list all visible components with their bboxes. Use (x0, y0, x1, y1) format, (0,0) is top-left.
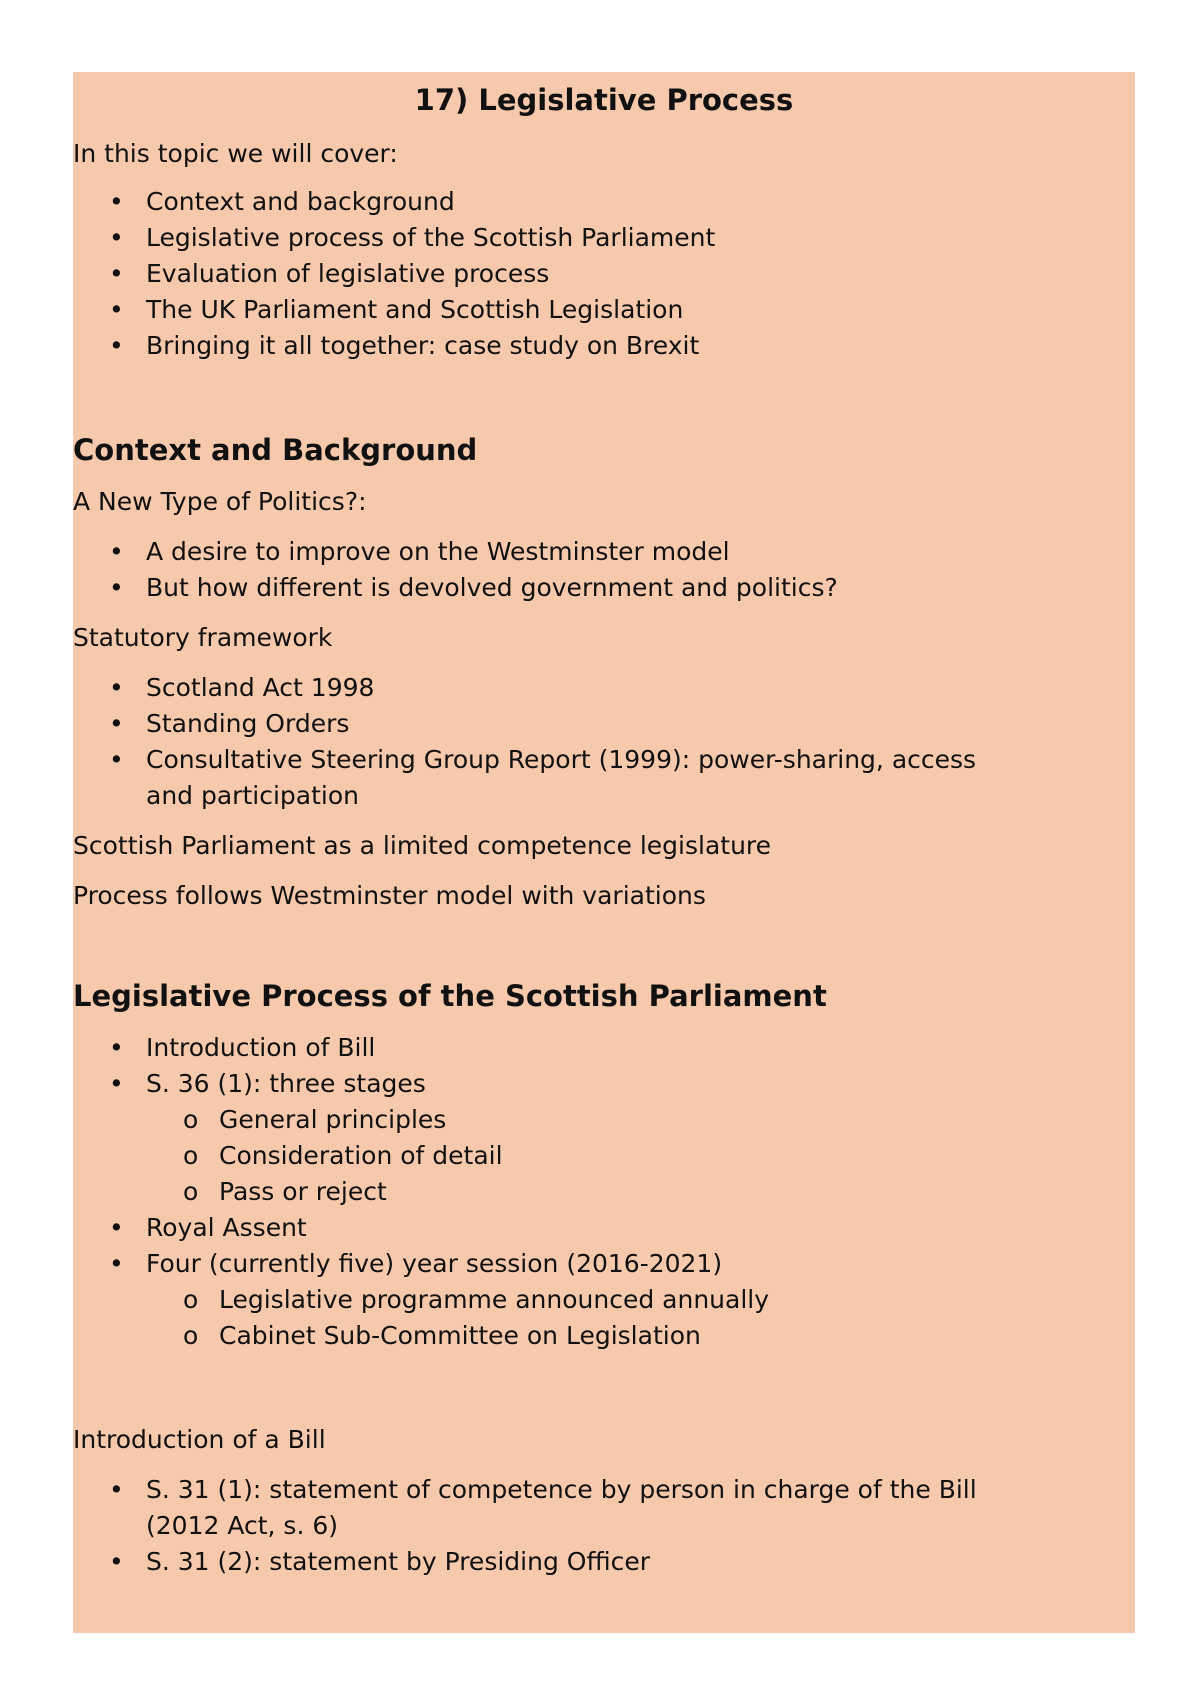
list-item: • A desire to improve on the Westminster model (73, 534, 1073, 570)
statutory-list (73, 670, 1073, 814)
new-politics-list (73, 534, 1073, 606)
section-heading-process: Legislative Process of the Scottish Parliament (73, 979, 827, 1013)
list-item (73, 1246, 1073, 1354)
sublist-item: o General principles (146, 1102, 1073, 1138)
sublist-item: o Pass or reject (146, 1174, 1073, 1210)
list-item: • The UK Parliament and Scottish Legislation (73, 292, 1073, 328)
document-content (73, 72, 1073, 1580)
stages-sublist (146, 1102, 1073, 1210)
list-item: • S. 31 (2): statement by Presiding Officer (73, 1544, 1073, 1580)
list-item-label: S. 36 (1): three stages (146, 1069, 426, 1098)
limited-competence-text: Scottish Parliament as a limited competence legislature (73, 831, 772, 860)
statutory-label: Statutory framework (73, 623, 333, 652)
list-item: • Scotland Act 1998 (73, 670, 1073, 706)
list-item: • S. 31 (1): statement of competence by person in charge of the Bill (2012 Act, s. 6) (73, 1472, 1073, 1544)
list-item: • Bringing it all together: case study on Brexit (73, 328, 1073, 364)
list-item: • Context and background (73, 184, 1073, 220)
sublist-item: o Consideration of detail (146, 1138, 1073, 1174)
list-item: • Royal Assent (73, 1210, 1073, 1246)
list-item-label: Four (currently five) year session (2016-2021) (146, 1249, 723, 1278)
topics-list (73, 184, 1073, 364)
bill-intro-list (73, 1472, 1073, 1580)
list-item (73, 1066, 1073, 1210)
list-item: • Consultative Steering Group Report (1999): power-sharing, access and participation (73, 742, 1073, 814)
list-item: • Standing Orders (73, 706, 1073, 742)
sublist-item: o Cabinet Sub-Committee on Legislation (146, 1318, 1073, 1354)
document-title: 17) Legislative Process (414, 83, 794, 117)
section-heading-context: Context and Background (73, 433, 478, 467)
list-item: • Evaluation of legislative process (73, 256, 1073, 292)
westminster-model-text: Process follows Westminster model with variations (73, 881, 706, 910)
bill-intro-label: Introduction of a Bill (73, 1425, 326, 1454)
list-item: • Legislative process of the Scottish Parliament (73, 220, 1073, 256)
sublist-item: o Legislative programme announced annually (146, 1282, 1073, 1318)
intro-text: In this topic we will cover: (73, 139, 398, 168)
new-politics-label: A New Type of Politics?: (73, 487, 367, 516)
session-sublist (146, 1282, 1073, 1354)
list-item: • But how different is devolved government and politics? (73, 570, 1073, 606)
process-list (73, 1030, 1073, 1354)
list-item: • Introduction of Bill (73, 1030, 1073, 1066)
